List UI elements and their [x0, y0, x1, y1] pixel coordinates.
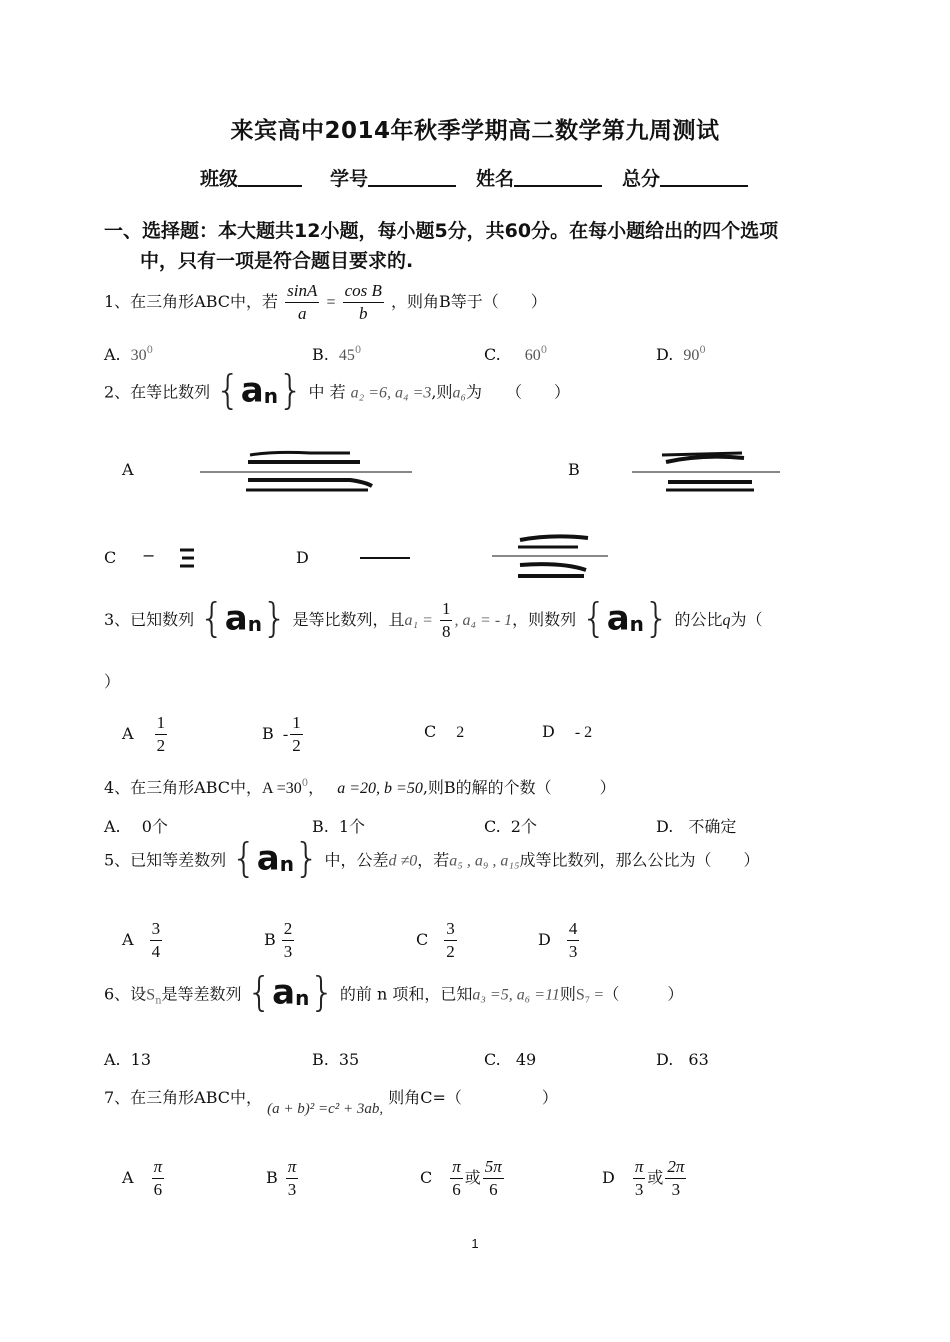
q5-option-a[interactable]: A $\frac{3}{4}$	[122, 919, 161, 961]
sequence-a-n: {an}	[231, 835, 320, 882]
question-7: 7、在三角形ABC中， (a + b)² =c² + 3ab, 则角C=（ ）	[104, 1088, 558, 1117]
q1-option-c[interactable]: C. $60^0$	[484, 345, 548, 364]
q4-option-b[interactable]: B. 1个	[312, 817, 366, 836]
q4-option-a[interactable]: A. 0个	[104, 817, 168, 836]
name-blank[interactable]	[514, 167, 602, 187]
question-1	[104, 280, 547, 325]
page-number: 1	[471, 1236, 479, 1251]
q6-option-d[interactable]: D. 63	[656, 1050, 709, 1069]
q2-option-d-label[interactable]: D	[296, 548, 309, 567]
q2-option-d-dash	[360, 556, 410, 560]
section-line-2: 中，只有一项是符合题目要求的.	[140, 250, 414, 272]
q1-option-d[interactable]: D. $90^0$	[656, 345, 706, 364]
q1-suffix: ，则角B等于（ ）	[390, 292, 547, 311]
question-2: 2、在等比数列 {an} 中 若 a₂ =6, a₄ =3,则a₆为 （ ）	[104, 367, 571, 414]
q1-fraction-1: $\frac{\sin A}{a}$	[287, 281, 318, 323]
sequence-a-n: {an}	[581, 595, 670, 641]
number-field	[330, 164, 456, 191]
q6-option-b[interactable]: B. 35	[312, 1050, 360, 1069]
q2-option-d-graphic	[492, 532, 608, 584]
q6-option-c[interactable]: C. 49	[484, 1050, 537, 1069]
q3-option-d[interactable]: D - 2	[542, 722, 593, 741]
q2-option-b-label[interactable]: B	[568, 460, 580, 479]
question-3: 3、已知数列 {an} 是等比数列，且a₁ = $\frac{1}{8}$ , a₄ = - 1，则数列 {an} 的公比q为（	[104, 595, 763, 641]
sequence-a-n: {an}	[246, 969, 335, 1016]
name-field	[476, 164, 602, 191]
question-5: 5、已知等差数列 {an} 中，公差d ≠0，若a₅ , a₉ , a₁₅成等比数列，那么公比为（ ）	[104, 835, 760, 882]
q6-option-a[interactable]: A. 13	[104, 1050, 151, 1069]
q2-option-a-label[interactable]: A	[122, 460, 134, 479]
q2-option-a-graphic	[200, 448, 412, 500]
q4-option-d[interactable]: D. 不确定	[656, 817, 737, 836]
q7-option-c[interactable]: C $\frac{\pi}{6}$ 或 $\frac{5\pi}{6}$	[420, 1157, 502, 1199]
q3-option-c[interactable]: C 2	[424, 722, 465, 741]
q5-option-d[interactable]: D $\frac{4}{3}$	[538, 919, 578, 961]
q7-option-a[interactable]: A $\frac{\pi}{6}$	[122, 1157, 163, 1199]
section-line-1: 一、选择题：本大题共12小题，每小题5分，共60分。在每小题给出的四个选项	[104, 220, 779, 242]
q2-option-b-graphic	[632, 448, 780, 500]
q3-option-a[interactable]: A $\frac{1}{2}$	[122, 713, 166, 755]
class-field	[200, 164, 302, 191]
q1-fraction-2: $\frac{\text{cos B}}{b}$	[344, 281, 382, 323]
q2-option-c-label[interactable]: C	[104, 548, 117, 567]
page-title: 来宾高中2014年秋季学期高二数学第九周测试	[230, 118, 720, 144]
q7-option-d[interactable]: D $\frac{\pi}{3}$ 或 $\frac{2\pi}{3}$	[602, 1157, 685, 1199]
score-blank[interactable]	[660, 167, 748, 187]
q3-option-b[interactable]: B - $\frac{1}{2}$	[262, 713, 301, 755]
q7-option-b[interactable]: B $\frac{\pi}{3}$	[266, 1157, 297, 1199]
class-label: 班级	[200, 168, 239, 190]
q3-close-paren: ）	[104, 672, 121, 691]
number-label: 学号	[330, 168, 369, 190]
q2-option-c-sign: −	[142, 546, 156, 565]
q5-option-c[interactable]: C $\frac{3}{2}$	[416, 919, 455, 961]
q1-prefix: 1、在三角形ABC中，若	[104, 292, 279, 311]
sequence-a-n: {an}	[215, 367, 304, 414]
q1-option-a[interactable]: A. $30^0$	[104, 345, 154, 364]
number-blank[interactable]	[368, 167, 456, 187]
score-field	[622, 164, 748, 191]
question-4: 4、在三角形ABC中，$A =30^0$， a =20, b =50,则B的解的个数（ ）	[104, 778, 616, 797]
question-6: 6、设$S_n$是等差数列 {an} 的前 n 项和，已知a₃ =5, a₆ =11则S₇ =（ ）	[104, 969, 684, 1016]
q2-option-c-graphic	[176, 546, 200, 570]
sequence-a-n: {an}	[199, 595, 288, 641]
name-label: 姓名	[476, 168, 515, 190]
q4-option-c[interactable]: C. 2个	[484, 817, 537, 836]
q3-fraction: $\frac{1}{8}$	[441, 599, 451, 641]
section-header	[104, 216, 864, 276]
class-blank[interactable]	[238, 167, 302, 187]
score-label: 总分	[622, 168, 661, 190]
q1-equals: =	[326, 294, 336, 311]
q1-option-b[interactable]: B. $45^0$	[312, 345, 362, 364]
q5-option-b[interactable]: B $\frac{2}{3}$	[264, 919, 293, 961]
